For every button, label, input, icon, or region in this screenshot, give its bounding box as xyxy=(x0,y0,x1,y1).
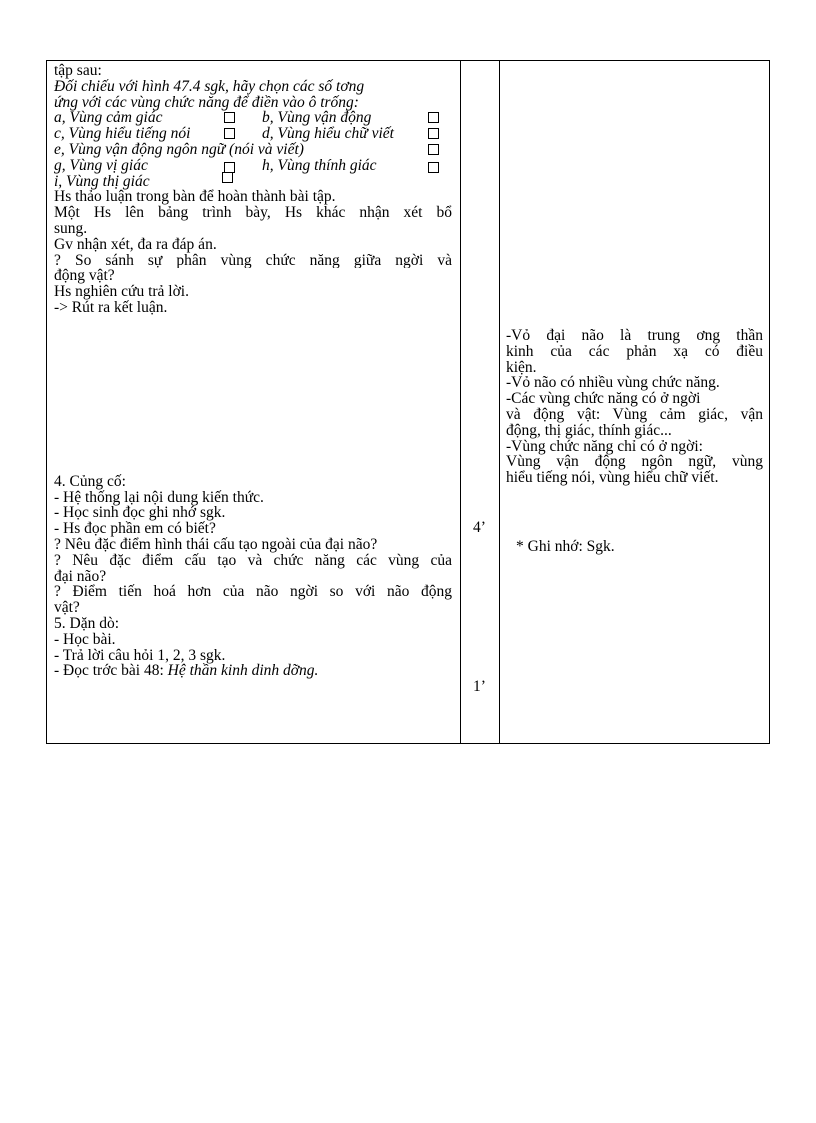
option-g: g, Vùng vị giác xyxy=(54,156,148,174)
option-e: e, Vùng vận động ngôn ngữ (nói và viết) xyxy=(54,140,304,158)
checkbox-i[interactable] xyxy=(222,172,233,183)
teacher-text: Gv nhận xét, đa ra đáp án. xyxy=(54,235,217,253)
content-column xyxy=(506,328,763,486)
option-a: a, Vùng cảm giác xyxy=(54,109,163,127)
present-text: sung. xyxy=(54,219,88,237)
option-row xyxy=(54,174,452,190)
content-line: kiện. xyxy=(506,358,537,376)
checkbox-h[interactable] xyxy=(428,162,439,173)
review-question: ? Nêu đặc điểm cấu tạo và chức năng các vùng của xyxy=(54,552,452,569)
content-line: -Vỏ não có nhiều vùng chức năng. xyxy=(506,374,720,392)
content-line: -Vùng chức năng chỉ có ở ngời: xyxy=(506,437,703,455)
homework-heading: 5. Dặn dò: xyxy=(54,614,120,632)
content-line: Vùng vận động ngôn ngữ, vùng xyxy=(506,454,763,471)
memo-text: * Ghi nhớ: Sgk. xyxy=(516,538,615,555)
next-lesson-title: Hệ thần kinh dinh dỡng. xyxy=(167,662,319,680)
research-text: Hs nghiên cứu trả lời. xyxy=(54,283,189,301)
time-homework: 1’ xyxy=(473,678,486,695)
option-row xyxy=(54,158,452,174)
activities-column xyxy=(54,63,452,679)
content-line: kinh của các phản xạ có điều xyxy=(506,343,763,360)
checkbox-c[interactable] xyxy=(224,128,235,139)
content-line: động, thị giác, thính giác... xyxy=(506,421,672,439)
checkbox-a[interactable] xyxy=(224,112,235,123)
content-line: -Vỏ đại não là trung ơng thần xyxy=(506,328,763,344)
checkbox-e[interactable] xyxy=(428,144,439,155)
discuss-text: Hs thảo luận trong bàn để hoàn thành bài tập. xyxy=(54,188,336,206)
checkbox-b[interactable] xyxy=(428,112,439,123)
option-row xyxy=(54,110,452,126)
option-row xyxy=(54,142,452,158)
instruction-text: ứng với các vùng chức năng để điền vào ô trống: xyxy=(54,93,359,111)
time-consolidate: 4’ xyxy=(473,519,486,536)
intro-text: tập sau: xyxy=(54,62,102,79)
conclusion-text: -> Rút ra kết luận. xyxy=(54,298,168,316)
consolidate-item: - Hệ thống lại nội dung kiến thức. xyxy=(54,488,264,506)
column-divider xyxy=(499,61,500,743)
review-question: vật? xyxy=(54,599,80,617)
content-line: và động vật: Vùng cảm giác, vận xyxy=(506,406,763,423)
content-line: -Các vùng chức năng có ở ngời xyxy=(506,390,701,408)
checkbox-d[interactable] xyxy=(428,128,439,139)
option-c: c, Vùng hiểu tiếng nói xyxy=(54,125,191,143)
question-text: ? So sánh sự phân vùng chức năng giữa ngời và xyxy=(54,252,452,269)
instruction-text: Đối chiếu với hình 47.4 sgk, hãy chọn các số tơng xyxy=(54,77,365,95)
column-divider xyxy=(460,61,461,743)
lesson-table xyxy=(46,60,770,744)
consolidate-item: - Hs đọc phần em có biết? xyxy=(54,520,216,538)
consolidate-item: - Học sinh đọc ghi nhớ sgk. xyxy=(54,504,226,522)
content-line: hiểu tiếng nói, vùng hiểu chữ viết. xyxy=(506,469,719,487)
memo-note xyxy=(506,539,763,555)
option-b: b, Vùng vận động xyxy=(262,109,372,127)
review-question: ? Nêu đặc điểm hình thái cấu tạo ngoài của đại não? xyxy=(54,535,378,553)
option-h: h, Vùng thính giác xyxy=(262,156,377,174)
homework-item: - Học bài. xyxy=(54,630,116,648)
option-i: i, Vùng thị giác xyxy=(54,172,150,190)
option-row xyxy=(54,126,452,142)
spacer xyxy=(54,316,452,474)
present-text: Một Hs lên bảng trình bày, Hs khác nhận xét bổ xyxy=(54,205,452,221)
option-d: d, Vùng hiểu chữ viết xyxy=(262,125,394,143)
homework-item: - Trả lời câu hỏi 1, 2, 3 sgk. xyxy=(54,646,226,664)
question-text: động vật? xyxy=(54,267,115,285)
review-question: đại não? xyxy=(54,567,107,585)
homework-item xyxy=(54,663,452,679)
review-question: ? Điểm tiến hoá hơn của não ngời so với não động xyxy=(54,584,452,601)
consolidate-heading: 4. Củng cố: xyxy=(54,472,126,490)
homework-item-prefix: - Đọc trớc bài 48: xyxy=(54,662,168,680)
